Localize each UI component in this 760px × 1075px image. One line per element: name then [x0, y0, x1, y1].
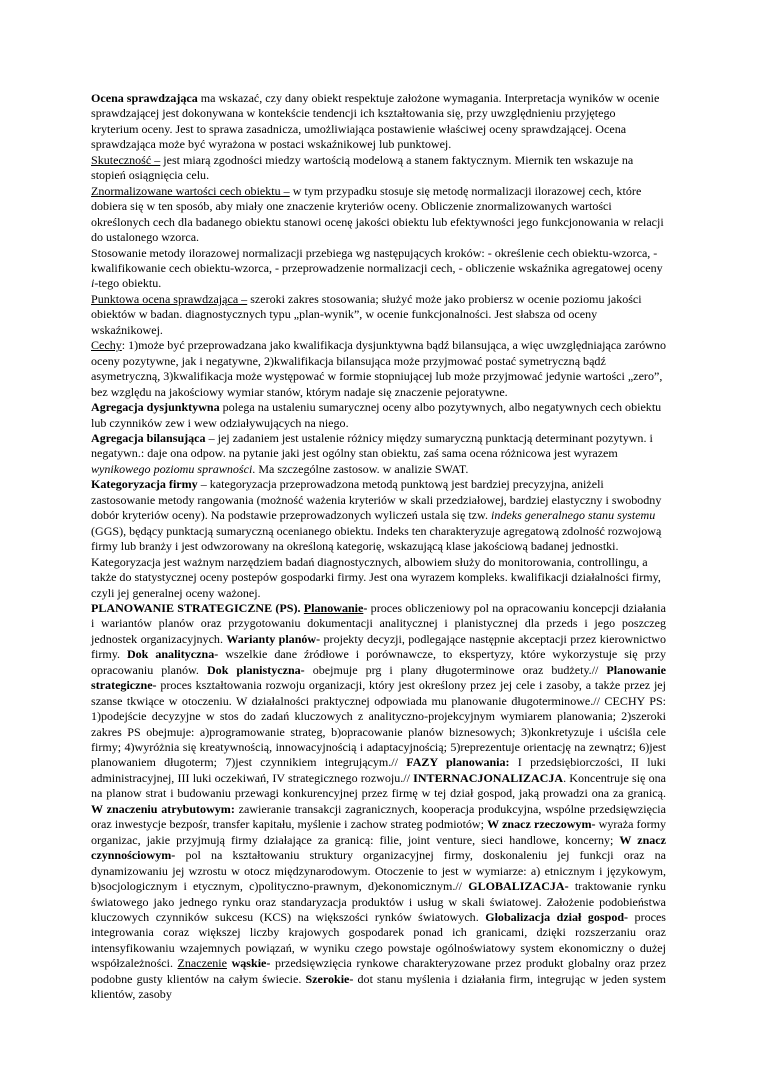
text-run: -tego obiektu.: [94, 276, 162, 291]
bold-term: GLOBALIZACJA-: [468, 879, 569, 894]
underlined-term: Cechy: [91, 338, 122, 353]
document-section-ocena: [91, 91, 666, 601]
underlined-term: Znaczenie: [177, 956, 228, 971]
text-run: projekty decyzji, podlegające następnie akceptacji przez kierownictwo firmy.: [91, 631, 667, 662]
italic-text: indeks generalnego stanu systemu: [490, 508, 656, 523]
text-run: wyraża formy organizac, jakie przyjmują firmy działające za granicą: filie, joint venture, sieci handlowe, koncerny;: [91, 817, 666, 847]
document-section-planowanie: [91, 601, 666, 1003]
bold-term: -: [363, 600, 368, 615]
text-run: dot stanu myślenia i działania firm, integrując w jeden system klientów, zasoby: [91, 971, 666, 1002]
text-run: : 1)może być przeprowadzana jako kwalifikacja dysjunktywna bądź bilansująca, a więc uwzględniająca zarówno oceny pozytywne, jak i negatywne, 2)kwalifikacja bilansująca może przyjmować postać symetryczną bądź asymetryczną, 3)kwalifikacja może występować w formie stopniującej lub może przyjmować jedynie wartości „zero”, bez względu na jakościowy wymiar stanów, którym nadaje się znaczenie pejoratywne.: [91, 338, 666, 399]
bold-term: Dok planistyczna-: [206, 662, 305, 677]
text-run: polega na ustaleniu sumarycznej oceny albo pozytywnych, albo negatywnych cech obiektu lub czynników zew i wew odziaływujących na niego.: [91, 400, 662, 430]
bold-term: PLANOWANIE STRATEGICZNE (PS).: [91, 600, 301, 615]
paragraph: [91, 153, 666, 184]
text-run: traktowanie rynku światowego jako jednego rynku oraz standaryzacja produktów i usług w skali światowej. Założenie podobieństwa kluczowych czynników sukcesu (KCS) na większości rynków światowych.: [91, 879, 666, 925]
bold-term: Agregacja dysjunktywna: [91, 400, 220, 415]
text-run: . Koncentruje się ona na planow strat i budowaniu przewagi konkurencyjnej przez firmę w tej dział gospod, jaką prowadzi ona za granicą.: [91, 770, 666, 801]
text-run: proces obliczeniowy pol na opracowaniu koncepcji działania i wariantów planów oraz przygotowaniu dokumentacji analitycznej i planistycznej dla przeds i jego poszczeg jednostek organizacyjnych.: [91, 600, 666, 646]
bold-term: FAZY planowania:: [406, 755, 510, 770]
paragraph: [91, 91, 666, 153]
bold-term: Agregacja bilansująca: [91, 430, 206, 445]
text-run: przedsięwzięcia rynkowe charakteryzowane przez produkt globalny oraz przez podobne gusty klientów na całym świecie.: [91, 956, 667, 986]
text-run: – jej zadaniem jest ustalenie różnicy między sumaryczną punktacją determinant pozytywn. i negatywn.: daje ona odpow. na pytanie jaki jest ogólny stan obiektu, zaś sama ocena różnicowa jest wyrazem: [91, 430, 653, 461]
paragraph: [91, 184, 666, 246]
text-run: ma wskazać, czy dany obiekt respektuje założone wymagania. Interpretacja wyników w ocenie sprawdzającej jest dokonywana w kontekście tendencji ich kształtowania się, przy uwzględnieniu przyjętego kryterium oceny. Jest to sprawa zasadnicza, umożliwiająca postawienie właściwej oceny sprawdzającej. Ocena sprawdzająca może być wyrażona w postaci wskaźnikowej lub punktowej.: [91, 91, 660, 152]
bold-term: INTERNACJONALIZACJA: [413, 770, 564, 785]
underlined-term: Znormalizowane wartości cech obiektu –: [91, 183, 290, 198]
text-run: – kategoryzacja przeprowadzona metodą punktową jest bardziej precyzyjna, aniżeli zastosowanie metody rangowania (możność ważenia kryteriów w skali przedziałowej, bardziej elastyczny i swobodny dobór kryteriów oceny). Na podstawie przeprowadzonych wyliczeń ustala się tzw.: [91, 477, 662, 523]
bold-term: W znaczeniu atrybutowym:: [91, 801, 235, 816]
underlined-term: Skuteczność –: [91, 152, 161, 167]
text-run: zawieranie transakcji zagranicznych, kooperacja produkcyjna, wspólne przedsięwzięcia oraz inwestycje bezpośr, transfer kapitału, myślenie i zachow strateg podmiotów;: [91, 801, 666, 832]
text-run: (GGS), będący punktacją sumaryczną ocenianego obiektu. Indeks ten charakteryzuje agregatową zdolność rozwojową firmy lub branży i jest odwzorowany na określoną kategorię, wskazującą klase jakościową badanej jednostki. Kategoryzacja jest ważnym narzędziem badań diagnostycznych, albowiem służy do monitorowania, controllingu, a także do statystycznej oceny postepów gospodarki firmy. Jest ona wyrazem kompleks. kwalifikacji działalności firmy, czyli jej generalnej oceny ważonej.: [91, 523, 662, 600]
bold-term: Szerokie-: [305, 971, 354, 986]
text-run: Stosowanie metody ilorazowej normalizacji przebiega wg następujących kroków: - określenie cech obiektu-wzorca, - kwalifikowanie cech obiektu-wzorca, - przeprowadzenie normalizacji cech, - obliczenie wskaźnika agregatowej oceny: [91, 245, 663, 275]
bold-term: Ocena sprawdzająca: [91, 91, 198, 105]
text-run: proces kształtowania rozwoju organizacji, który jest określony przez jej cele i zasoby, a także przez jej szanse tkwiące w otoczeniu. W działalności praktycznej odpowiada mu planowanie długoterminowe.// CECHY PS: 1)podejście decyzyjne w stos do zadań kluczowych z analityczno-projekcyjnym wymiarem planowania; 2)szeroki zakres PS obejmuje: a)programowanie strateg, b)opracowanie planów biznesowych; 3)konkretyzuje i uściśla cele firmy; 4)wyróżnia się kreatywnością, innowacyjnością i adaptacyjnością; 5)reprezentuje orientację na zewnątrz; 6)jest planowaniem długoterm; 7)jest czynnikiem integrującym.//: [91, 678, 666, 770]
bold-term: Planowanie strategiczne-: [91, 662, 666, 693]
paragraph: [91, 477, 666, 601]
text-run: I przedsiębiorczości, II luki administracyjnej, III luki oczekiwań, IV strategicznego rozwoju.//: [91, 755, 666, 785]
paragraph: [91, 246, 666, 292]
italic-text: wynikowego poziomu sprawności: [91, 461, 253, 476]
bold-term: wąskie-: [231, 956, 271, 971]
text-run: szeroki zakres stosowania; służyć może jako probiersz w ocenie poziomu jakości obiektów w badan. diagnostycznych typu „plan-wynik”, w ocenie funkcjonalności. Jest słabsza od oceny wskaźnikowej.: [91, 291, 642, 337]
paragraph: [91, 400, 666, 431]
paragraph: [91, 338, 666, 400]
bold-term: Dok analityczna-: [126, 647, 219, 662]
text-run: pol na kształtowaniu struktury organizacyjnej firmy, doskonaleniu jej funkcji oraz na dynamizowaniu jej wzrostu w otocz międzynarodowym. Otoczenie to jest w wymiarze: a) etnicznym i językowym, b)socjologicznym i etycznym, c)polityczno-prawnym, d)ekonomicznym.//: [91, 848, 666, 894]
bold-underlined-term: Planowanie: [303, 600, 364, 615]
text-run: obejmuje prg i plany długoterminowe oraz budżety.//: [304, 662, 607, 677]
text-run: proces integrowania coraz większej liczby krajowych gospodarek ponad ich granicami, dzięki rozszerzaniu oraz intensyfikowaniu wzajemnych powiązań, w wyniku czego powstaje ogólnoświatowy system ekonomiczny o dużej współzależności.: [91, 910, 666, 971]
bold-term: Warianty planów-: [226, 631, 321, 646]
italic-text: i: [91, 276, 95, 291]
paragraph: [91, 292, 666, 338]
text-run: . Ma szczególne zastosow. w analizie SWAT.: [252, 461, 469, 476]
paragraph: [91, 431, 666, 477]
bold-term: Globalizacja dział gospod-: [485, 910, 629, 925]
bold-term: Kategoryzacja firmy: [91, 477, 198, 492]
bold-term: W znacz czynnościowym-: [91, 832, 666, 863]
underlined-term: Punktowa ocena sprawdzająca –: [91, 291, 248, 306]
text-run: wszelkie dane źródłowe i porównawcze, to ekspertyzy, które wykorzystuje się przy opracowaniu planów.: [91, 647, 666, 677]
document-page: [91, 91, 666, 1003]
text-run: jest miarą zgodności miedzy wartością modelową a stanem faktycznym. Miernik ten wskazuje na stopień osiągnięcia celu.: [91, 152, 634, 183]
text-run: w tym przypadku stosuje się metodę normalizacji ilorazowej cech, które dobiera się w ten sposób, aby miały one znaczenie kryteriów oceny. Obliczenie znormalizowanych wartości określonych cech dla badanego obiektu stanowi ocenę jakości obiektu lub efektywności jego funkcjonowania w relacji do ustalonego wzorca.: [91, 183, 664, 245]
bold-term: W znacz rzeczowym-: [487, 817, 596, 832]
